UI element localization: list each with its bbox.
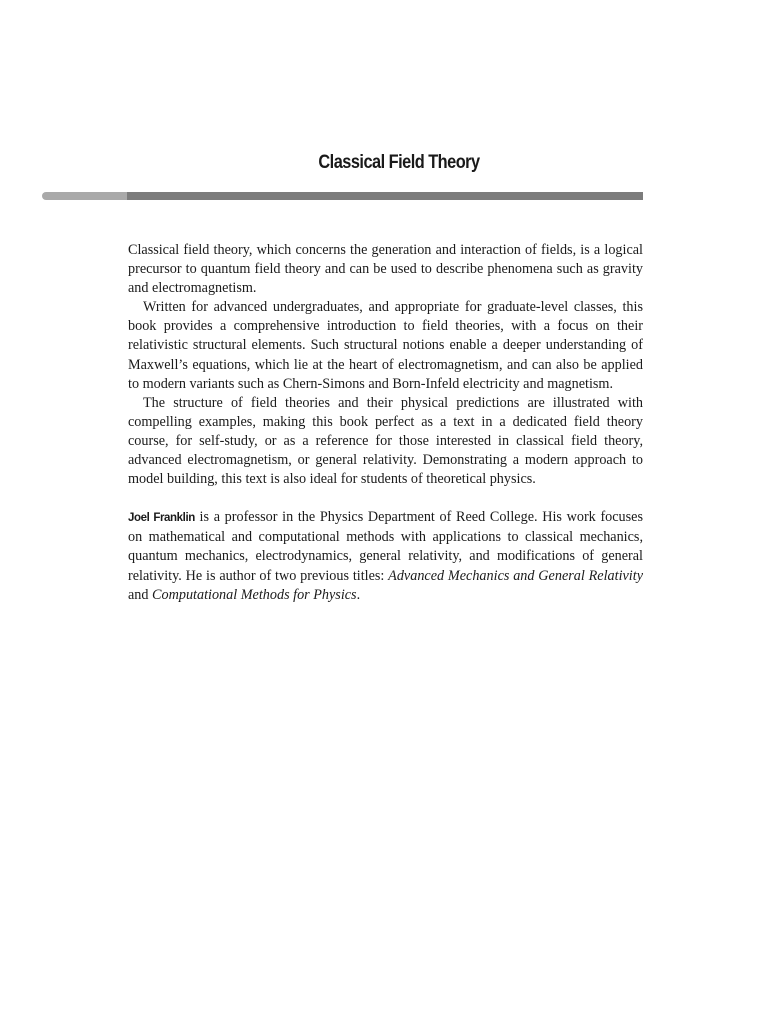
previous-title-2: Computational Methods for Physics: [152, 586, 357, 603]
title-rule-main-segment: [127, 192, 643, 200]
previous-title-1: Advanced Mechanics and General Relativity: [388, 567, 643, 584]
description-paragraph-2: Written for advanced undergraduates, and appropriate for graduate-level classes, this book provides a comprehensive introduction to field theories, with a focus on their relativistic structural elements. Such structural notions enable a deeper understanding of Maxwell’s equations, which lie at the heart of electromagnetism, and can also be applied to modern variants such as Chern-Simons and Born-Infeld electricity and magnetism.: [128, 299, 643, 392]
author-bio: [128, 508, 643, 604]
title-rule-left-segment: [42, 192, 130, 200]
author-bio-text: is a professor in the Physics Department of Reed College. His work focuses on mathematical and computational methods with applications to classical mechanics, quantum mechanics, electrodynamics, general relativity, and modifications of general relativity. He is author of two previous titles:: [128, 509, 643, 584]
bio-end-punctuation: .: [356, 586, 361, 603]
author-name: Joel Franklin: [128, 512, 195, 525]
page-title: Classical Field Theory: [318, 152, 480, 173]
book-description: [128, 241, 643, 605]
description-paragraph-1: Classical field theory, which concerns the generation and interaction of fields, is a logical precursor to quantum field theory and can be used to describe phenomena such as gravity and electromagnetism.: [128, 242, 643, 297]
description-paragraph-3: The structure of field theories and their physical predictions are illustrated with compelling examples, making this book perfect as a text in a dedicated field theory course, for self-study, or as a reference for those interested in classical field theory, advanced electromagnetism, or general relativity. Demonstrating a modern approach to model building, this text is also ideal for students of theoretical physics.: [128, 394, 643, 488]
title-conjunction: and: [128, 586, 153, 603]
